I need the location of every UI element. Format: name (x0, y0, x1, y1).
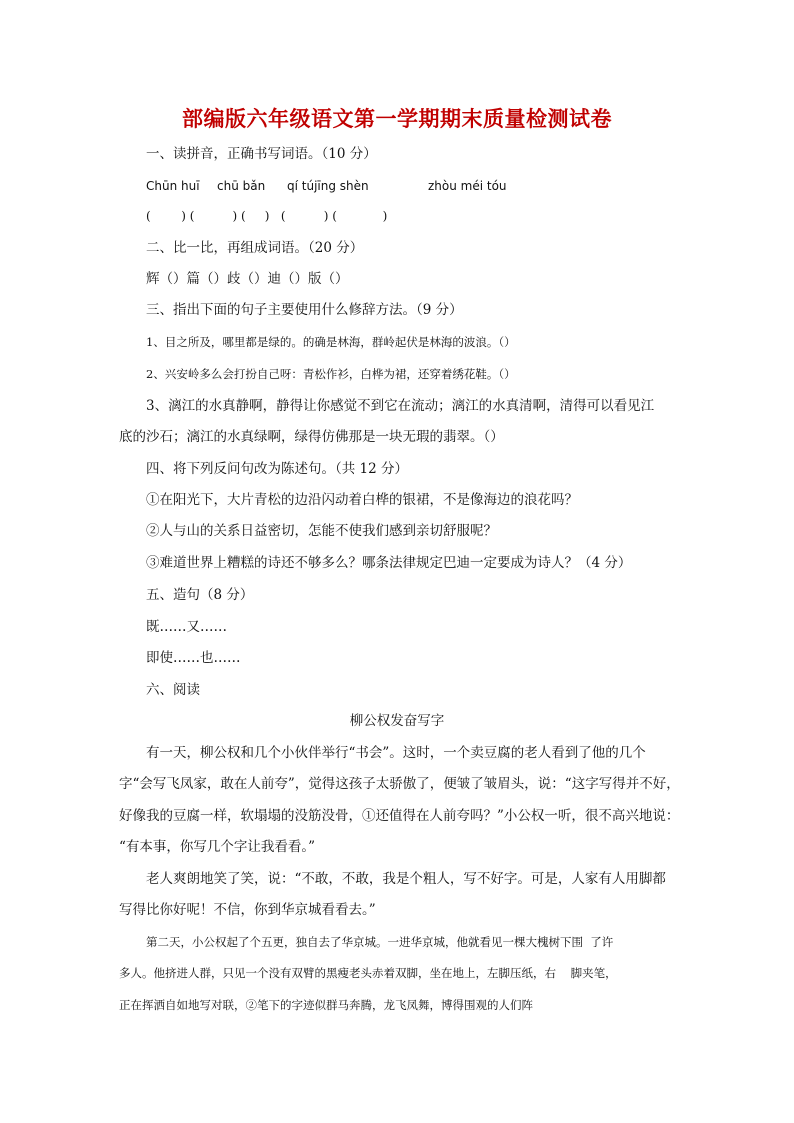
section-2-line: 辉（）篇（）歧（）迪（）版（） (146, 271, 349, 287)
page-title: 部编版六年级语文第一学期期末质量检测试卷 (182, 106, 612, 131)
section-4-q3: ③难道世界上糟糕的诗还不够多么？哪条法律规定巴迪一定要成为诗人？（4 分） (146, 555, 632, 571)
section-4-q1: ①在阳光下，大片青松的边沿闪动着白桦的银裙，不是像海边的浪花吗？ (146, 492, 578, 508)
story-p3-line1: 第二天，小公权起了个五更，独自去了华京城。一进华京城，他就看见一棵大槐树下围 了许 (146, 935, 614, 949)
story-p2-line1: 老人爽朗地笑了笑，说：“不敢，不敢，我是个粗人，写不好字。可是，人家有人用脚都 (146, 871, 666, 887)
pinyin-3: qí tújīng shèn (287, 179, 369, 193)
story-p1-line4: “有本事，你写几个字让我看看。” (119, 839, 316, 855)
pinyin-2: chū bǎn (217, 179, 266, 193)
story-p1-line3: 好像我的豆腐一样，软塌塌的没筋没骨，①还值得在人前夸吗？”小公权一听，很不高兴地说： (119, 808, 680, 824)
section-3-q3-line1: 3、漓江的水真静啊，静得让你感觉不到它在流动；漓江的水真清啊，清得可以看见江 (146, 398, 655, 414)
section-2-heading: 二、比一比，再组成词语。（20 分） (146, 240, 364, 256)
section-6-heading: 六、阅读 (146, 682, 200, 698)
section-5-q2: 即使……也…… (146, 650, 241, 666)
story-p1-line2: 字“会写飞凤家，敢在人前夸”，觉得这孩子太骄傲了，便皱了皱眉头，说：“这字写得并不好， (119, 776, 680, 792)
section-5-q1: 既……又…… (146, 619, 227, 635)
story-p1-line1: 有一天，柳公权和几个小伙伴举行“书会”。这时，一个卖豆腐的老人看到了他的几个 (146, 745, 646, 761)
section-3-heading: 三、指出下面的句子主要使用什么修辞方法。（9 分） (146, 302, 463, 318)
story-p3-line3: 正在挥洒自如地写对联，②笔下的字迹似群马奔腾，龙飞凤舞，博得围观的人们阵 (119, 998, 533, 1012)
pinyin-4: zhòu méi tóu (428, 179, 507, 193)
section-3-q1: 1、目之所及，哪里都是绿的。的确是林海，群岭起伏是林海的波浪。（） (146, 335, 516, 349)
section-3-q2: 2、兴安岭多么会打扮自己呀：青松作衫，白桦为裙，还穿着绣花鞋。（） (146, 367, 516, 381)
section-4-heading: 四、将下列反问句改为陈述句。（共 12 分） (146, 461, 409, 477)
story-p2-line2: 写得比你好呢！不信，你到华京城看看去。” (119, 902, 376, 918)
story-p3-line2: 多人。他挤进人群，只见一个没有双臂的黑瘦老头赤着双脚，坐在地上，左脚压纸，右 脚夹笔， (119, 966, 617, 980)
pinyin-1: Chūn huī (146, 179, 200, 193)
story-title: 柳公权发奋写字 (349, 713, 445, 729)
section-5-heading: 五、造句（8 分） (146, 587, 254, 603)
answer-brackets: ( ) ( ) ( ) ( ) ( ) (146, 209, 388, 223)
section-3-q3-line2: 底的沙石；漓江的水真绿啊，绿得仿佛那是一块无瑕的翡翠。（） (119, 429, 504, 445)
section-4-q2: ②人与山的关系日益密切，怎能不使我们感到亲切舒服呢？ (146, 523, 497, 539)
section-1-heading: 一、读拼音，正确书写词语。（10 分） (146, 146, 377, 162)
